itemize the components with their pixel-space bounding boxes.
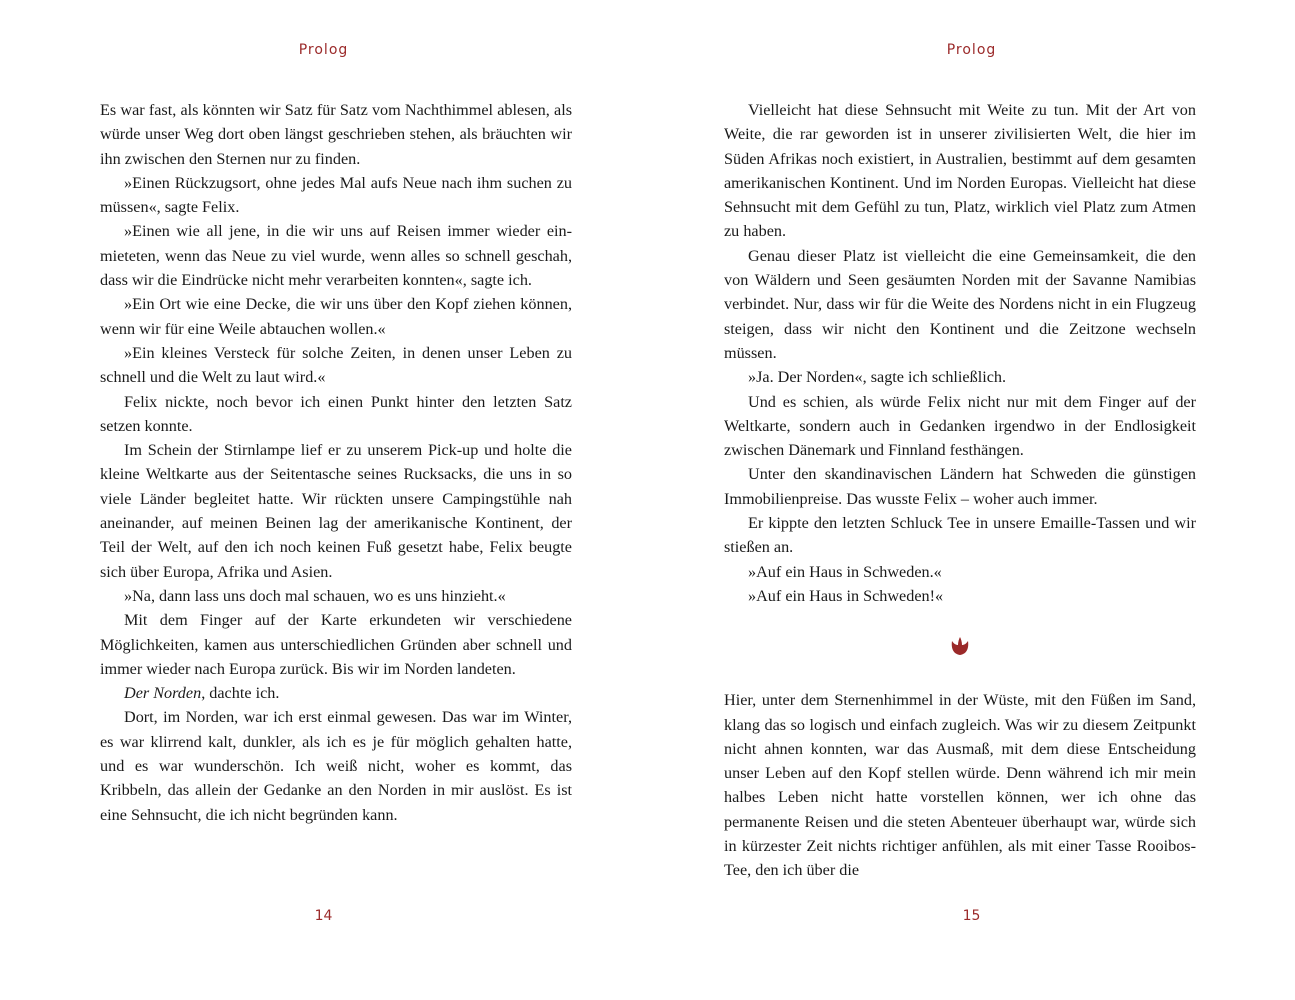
paragraph: Unter den skandinavischen Ländern hat Schweden die günstigen Immobilienpreise. Das wusste Felix – woher auch immer. bbox=[724, 465, 1196, 508]
paragraph: Es war fast, als könnten wir Satz für Satz vom Nachthimmel ablesen, als würde unser Weg dort oben längst geschrieben stehen, als bräuchten wir ihn zwischen den Sternen nur zu finden. bbox=[100, 101, 572, 168]
paragraph: Und es schien, als würde Felix nicht nur mit dem Finger auf der Weltkarte, sondern auch in Gedanken irgendwo in der Endlosigkeit zwischen Dänemark und Finnland festhängen. bbox=[724, 392, 1196, 460]
italic-phrase: Der Norden bbox=[124, 684, 202, 703]
paragraph: Dort, im Norden, war ich erst einmal gewesen. Das war im Winter, es war klirrend kalt, dunkler, als ich es je für möglich gehalten hatte, und es war wunderschön. Ich weiß nicht, woher es kommt, das Kribbeln, das allein der Gedanke an den Norden in mir auslöst. Es ist eine Sehnsucht, die ich nicht begründen kann. bbox=[100, 708, 572, 824]
paragraph: »Auf ein Haus in Schweden.« bbox=[748, 562, 942, 581]
leaf-ornament-icon bbox=[950, 629, 970, 663]
paragraph: »Auf ein Haus in Schweden!« bbox=[748, 586, 944, 605]
running-head: Prolog bbox=[298, 42, 349, 58]
paragraph: Felix nickte, noch bevor ich einen Punkt hinter den letzten Satz setzen konnte. bbox=[100, 392, 572, 435]
paragraph: Vielleicht hat diese Sehnsucht mit Weite zu tun. Mit der Art von Weite, die rar geworden ist in unserer zivilisierten Welt, die hier im Süden Afrikas noch existiert, in Australien, bestimmt auf dem gesamten amerikanischen Kontinent. Und im Norden Europas. Vielleicht hat diese Sehnsucht mit dem Gefühl zu tun, Platz, wirklich viel Platz zum Atmen zu haben. bbox=[724, 101, 1196, 241]
paragraph: Er kippte den letzten Schluck Tee in unsere Emaille-Tassen und wir stießen an. bbox=[724, 514, 1196, 557]
right-page bbox=[648, 0, 1295, 1000]
paragraph: »Na, dann lass uns doch mal schauen, wo es uns hinzieht.« bbox=[124, 586, 506, 605]
page-number: 14 bbox=[314, 908, 333, 924]
paragraph: Mit dem Finger auf der Karte erkundeten wir verschiedene Möglichkeiten, kamen aus unterschiedlichen Gründen aber schnell und immer wieder nach Europa zurück. Bis wir im Norden landeten. bbox=[100, 611, 572, 678]
paragraph bbox=[100, 681, 572, 705]
paragraph: Hier, unter dem Sternenhimmel in der Wüste, mit den Füßen im Sand, klang das so logisch und einfach zugleich. Was wir zu diesem Zeitpunkt nicht ahnen konnten, war das Ausmaß, mit dem diese Entscheidung unser Leben auf den Kopf stellen würde. Denn während ich mir mein halbes Leben nicht hatte vorstellen können, wer ich ohne das permanente Reisen und die steten Abenteuer überhaupt war, würde sich in kürzester Zeit nichts richtiger anfühlen, als mit einer Tasse Rooibos-Tee, den ich über die bbox=[724, 691, 1196, 880]
paragraph: »Einen Rückzugsort, ohne jedes Mal aufs Neue nach ihm suchen zu müssen«, sagte Felix. bbox=[100, 173, 572, 217]
body-text bbox=[100, 98, 572, 827]
paragraph: »Ein kleines Versteck für solche Zeiten, in denen unser Leben zu schnell und die Welt zu laut wird.« bbox=[100, 343, 572, 387]
running-head: Prolog bbox=[946, 42, 997, 58]
page-number: 15 bbox=[962, 908, 981, 924]
paragraph: »Ein Ort wie eine Decke, die wir uns über den Kopf ziehen können, wenn wir für eine Weile abtauchen wollen.« bbox=[100, 295, 572, 338]
paragraph: »Ja. Der Norden«, sagte ich schließlich. bbox=[748, 368, 1007, 387]
body-text bbox=[724, 98, 1196, 883]
paragraph: Genau dieser Platz ist vielleicht die eine Gemeinsamkeit, die den von Wäldern und Seen gesäumten Norden mit der Savanne Namibias verbindet. Nur, dass wir für die Weite des Nordens nicht in ein Flugzeug steigen, dass wir nicht den Kontinent und die Zeitzone wechseln müssen. bbox=[724, 246, 1196, 362]
left-page bbox=[0, 0, 647, 1000]
paragraph: »Einen wie all jene, in die wir uns auf Reisen immer wieder einmieteten, wenn das Neue zu viel wurde, wenn alles so schnell geschah, dass wir die Eindrücke nicht mehr verarbeiten konnten«, sagte ich. bbox=[100, 222, 572, 290]
paragraph-rest: , dachte ich. bbox=[201, 684, 280, 703]
paragraph: Im Schein der Stirnlampe lief er zu unserem Pick-up und holte die kleine Weltkarte aus der Seitentasche seines Rucksacks, die uns in so viele Länder begleitet hatte. Wir rückten unsere Campingstühle nah aneinander, auf meinen Beinen lag der amerikanische Kontinent, der Teil der Welt, auf den ich noch keinen Fuß gesetzt habe, Felix beugte sich über Europa, Afrika und Asien. bbox=[100, 441, 572, 581]
